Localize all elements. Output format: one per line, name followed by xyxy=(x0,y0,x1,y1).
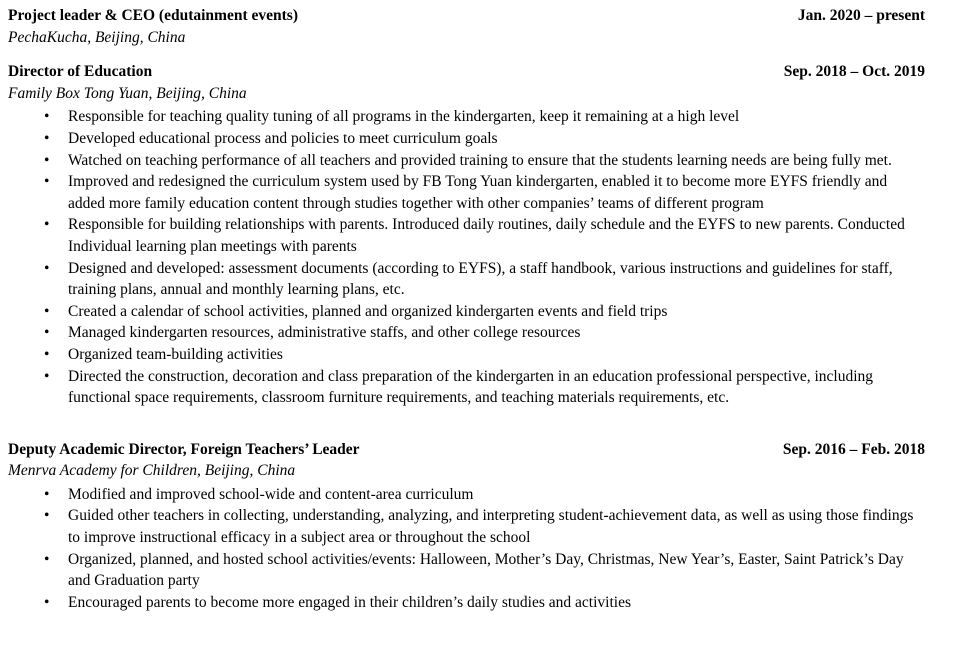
responsibilities-list xyxy=(8,106,925,408)
bullet-item: • Organized, planned, and hosted school activities/events: Halloween, Mother’s Day, Christmas, New Year’s, Easter, Saint Patrick’s Day and Graduation party xyxy=(8,549,925,592)
responsibilities-list xyxy=(8,484,925,614)
job-title: Deputy Academic Director, Foreign Teachers’ Leader xyxy=(8,440,360,458)
bullet-item: • Modified and improved school-wide and content-area curriculum xyxy=(8,484,925,506)
bullet-item: • Responsible for building relationships with parents. Introduced daily routines, daily schedule and the EYFS to new parents. Conducted Individual learning plan meetings with parents xyxy=(8,214,925,257)
entry-header xyxy=(8,439,925,461)
job-title: Project leader & CEO (edutainment events) xyxy=(8,7,298,24)
experience-entries xyxy=(8,5,925,613)
bullet-item: • Developed educational process and policies to meet curriculum goals xyxy=(8,128,925,150)
company-location: Menrva Academy for Children, Beijing, China xyxy=(8,462,296,480)
bullet-item: • Directed the construction, decoration and class preparation of the kindergarten in an education professional perspective, including functional space requirements, classroom furniture requirements, and teaching materials requirements, etc. xyxy=(8,366,925,409)
entry-header xyxy=(8,61,925,83)
bullet-item: • Organized team-building activities xyxy=(8,344,925,366)
experience-entry xyxy=(8,5,925,48)
bullet-item: • Designed and developed: assessment documents (according to EYFS), a staff handbook, various instructions and guidelines for staff, training plans, annual and monthly learning plans, etc. xyxy=(8,258,925,301)
experience-entry xyxy=(8,61,925,409)
entry-header xyxy=(8,5,925,27)
company-location: Family Box Tong Yuan, Beijing, China xyxy=(8,84,247,102)
bullet-item: • Managed kindergarten resources, administrative staffs, and other college resources xyxy=(8,322,925,344)
bullet-item: • Created a calendar of school activities, planned and organized kindergarten events and field trips xyxy=(8,301,925,323)
bullet-item: • Guided other teachers in collecting, understanding, analyzing, and interpreting student-achievement data, as well as using those findings to improve instructional efficacy in a subject area or throughout the school xyxy=(8,505,925,548)
job-dates: Sep. 2016 – Feb. 2018 xyxy=(782,440,925,458)
bullet-item: • Watched on teaching performance of all teachers and provided training to ensure that the students learning needs are being fully met. xyxy=(8,150,925,172)
job-dates: Jan. 2020 – present xyxy=(797,7,925,24)
bullet-item: • Responsible for teaching quality tuning of all programs in the kindergarten, keep it remaining at a high level xyxy=(8,106,925,128)
bullet-item: • Improved and redesigned the curriculum system used by FB Tong Yuan kindergarten, enabled it to become more EYFS friendly and added more family education content through studies together with other companies’ teams of different program xyxy=(8,171,925,214)
job-dates: Sep. 2018 – Oct. 2019 xyxy=(783,63,925,81)
company-location: PechaKucha, Beijing, China xyxy=(8,28,186,46)
job-title: Director of Education xyxy=(8,63,153,81)
experience-entry xyxy=(8,439,925,614)
bullet-item: • Encouraged parents to become more engaged in their children’s daily studies and activities xyxy=(8,592,925,614)
